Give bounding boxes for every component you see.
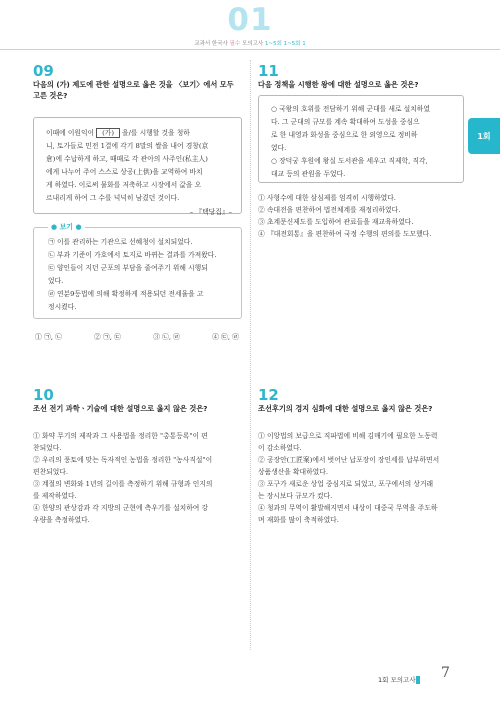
passage-line: 게 하였다. 이로써 물화를 저축하고 시장에서 값을 오 [46, 181, 202, 189]
passage-line: ○ 장덕궁 후원에 왕실 도서관을 세우고 직제학, 직각, [271, 157, 428, 165]
bogi-item: ㉠ 이를 관리하는 기관으로 선혜청이 설치되었다. [48, 238, 193, 246]
answer-option[interactable]: ② 공장안(工匠案)에서 벗어난 납포장이 장인세를 납부하면서 [258, 456, 440, 464]
question-10 [33, 388, 248, 414]
passage-line: 로 한 내영과 화성을 중심으로 한 외영으로 정비하 [271, 131, 418, 139]
answer-option[interactable]: ② ㉠, ㉢ [94, 333, 121, 341]
answer-option[interactable]: ③ 계절의 변화와 1년의 길이를 측정하기 위해 규형과 인지의 [33, 480, 213, 488]
bogi-item: 정시켰다. [48, 303, 77, 311]
answer-options [258, 192, 468, 240]
passage-line: 대교 등의 관원을 두었다. [271, 170, 346, 178]
column-divider [250, 60, 251, 650]
answer-option-continued: 이 감소하였다. [258, 444, 302, 452]
header-divider [0, 49, 500, 50]
answer-option[interactable]: ④ 청과의 무역이 활발해지면서 내상이 대중국 무역을 주도하 [258, 504, 438, 512]
answer-options [35, 331, 239, 341]
answer-option[interactable]: ④ 『대전회통』을 편찬하여 국정 수행의 편의를 도모했다. [258, 230, 432, 238]
series-title [0, 39, 500, 47]
policy-passage [258, 95, 464, 183]
passage-text: 이때에 이원익이 [46, 129, 95, 137]
passage-text: 을/를 시행할 것을 청하 [122, 129, 190, 137]
answer-option[interactable]: ① ㉠, ㉡ [35, 333, 62, 341]
bogi-item: ㉣ 연분9등법에 의해 확정하게 적용되던 전세율을 고 [48, 290, 204, 298]
page-header [0, 0, 500, 52]
answer-option-continued: 찬되었다. [33, 444, 62, 452]
bogi-item: ㉢ 양인들이 지던 군포의 부담을 줄여주기 위해 시행되 [48, 264, 208, 272]
answer-option-continued: 편찬되었다. [33, 468, 68, 476]
footer-accent [416, 676, 420, 684]
passage-line: 다. 그 군대의 규모를 계속 확대하여 도성을 중심으 [271, 118, 420, 126]
question-number: 10 [33, 386, 54, 404]
answer-option[interactable]: ③ 포구가 새로운 상업 중심지로 되었고, 포구에서의 상거래 [258, 480, 434, 488]
answer-option[interactable]: ① 이앙법의 보급으로 직파법에 비해 김매기에 필요한 노동력 [258, 432, 438, 440]
bogi-box [33, 223, 242, 319]
series-part-b: 필수 [229, 41, 241, 47]
answer-option[interactable]: ② 우리의 풍토에 맞는 독자적인 농법을 정리한 "농사직설"이 [33, 456, 213, 464]
answer-option[interactable]: ① 화약 무기의 제작과 그 사용법을 정리한 "총통등록"이 편 [33, 432, 208, 440]
source-passage [33, 117, 242, 214]
answer-option[interactable]: ④ ㉢, ㉣ [212, 333, 239, 341]
answer-option[interactable]: ② 속대전을 편찬하여 법전체계를 재정리하였다. [258, 206, 401, 214]
answer-option-continued: 며 재화를 많이 축적하였다. [258, 516, 339, 524]
passage-line: 에게 나누어 주어 스스로 상공(上供)을 교역하여 바치 [46, 168, 203, 176]
answer-blank: (가) [96, 128, 120, 138]
answer-option-continued: 는 장시보다 규모가 컸다. [258, 492, 333, 500]
passage-line: 르내리게 하여 그 수를 넉넉히 남겼던 것이다. [46, 194, 180, 202]
series-part-a: 교과서 한국사 [194, 41, 230, 47]
passage-line: 였다. [271, 144, 287, 152]
stem-line: 고른 것은? [33, 91, 68, 100]
bogi-label [48, 222, 85, 232]
passage-line [46, 127, 232, 140]
question-11 [258, 64, 468, 90]
question-stem [33, 79, 243, 101]
bogi-dot-icon: ● [75, 223, 82, 231]
answer-option-continued: 를 제작하였다. [33, 492, 77, 500]
stem-line: 다음의 (가) 제도에 관한 설명으로 옳은 것을 〈보기〉에서 모두 [33, 80, 234, 89]
question-number: 11 [258, 62, 279, 80]
footer-label: 1회 모의고사 [378, 676, 416, 684]
bogi-item: ㉡ 부과 기준이 가호에서 토지로 바뀌는 결과를 가져왔다. [48, 251, 217, 259]
passage-line: ○ 국왕의 호위를 전담하기 위해 군대를 새로 설치하였 [271, 105, 430, 113]
answer-option-continued: 우량을 측정하였다. [33, 516, 90, 524]
passage-line: 니, 토가들로 민전 1결에 각기 8말의 쌀을 내어 경창(京 [46, 142, 209, 150]
answer-options [258, 430, 472, 526]
answer-option[interactable]: ④ 한양의 관상감과 각 지방의 군현에 측우기를 설치하여 강 [33, 504, 209, 512]
question-stem: 조선 전기 과학ㆍ기술에 대한 설명으로 옳지 않은 것은? [33, 404, 208, 413]
passage-source: – 『택당집』– [189, 208, 232, 216]
series-part-c: 모의고사 [240, 41, 265, 47]
bogi-dot-icon: ● [51, 223, 58, 231]
page-number: 7 [441, 665, 450, 681]
answer-option-continued: 상품생산을 확대하였다. [258, 468, 328, 476]
passage-line: 倉)에 수납하게 하고, 때때로 각 관아의 사주인(私主人) [46, 155, 208, 163]
answer-option[interactable]: ① 사형수에 대한 삼심제를 엄격히 시행하였다. [258, 194, 396, 202]
question-stem: 다음 정책을 시행한 왕에 대한 설명으로 옳은 것은? [258, 80, 419, 89]
answer-option[interactable]: ③ 초계문신제도를 도입하여 관료들을 재교육하였다. [258, 218, 414, 226]
series-part-d: 1~5회 1~5회 1 [264, 41, 306, 47]
question-stem: 조선후기의 경지 심화에 대한 설명으로 옳지 않은 것은? [258, 404, 433, 413]
question-09 [33, 64, 243, 101]
question-number: 09 [33, 62, 54, 80]
section-tab: 1회 [468, 118, 500, 154]
bogi-item: 었다. [48, 277, 64, 285]
bogi-label-text: 보기 [59, 223, 74, 231]
answer-option[interactable]: ③ ㉡, ㉣ [153, 333, 180, 341]
chapter-number: 01 [227, 2, 273, 38]
answer-options [33, 430, 247, 526]
question-number: 12 [258, 386, 279, 404]
question-12 [258, 388, 473, 414]
